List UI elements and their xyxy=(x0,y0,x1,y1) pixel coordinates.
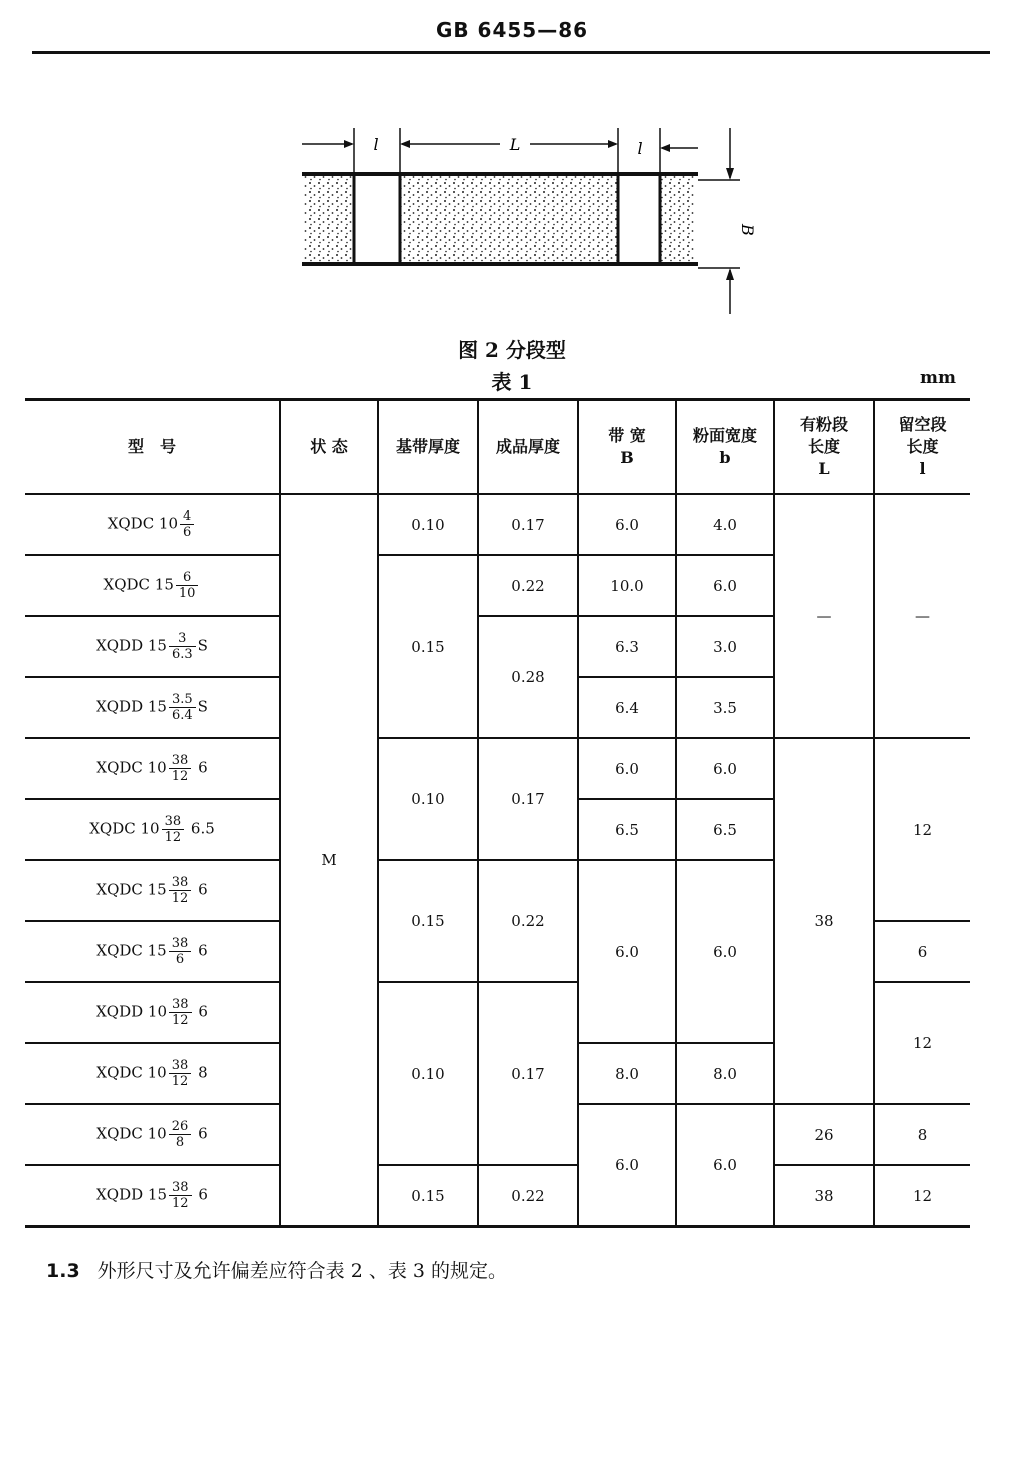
product-thickness-cell: 0.17 xyxy=(478,738,578,860)
band-width-cell: 6.4 xyxy=(578,677,676,738)
header-base-thickness: 基带厚度 xyxy=(378,400,478,495)
band-width-cell: 6.3 xyxy=(578,616,676,677)
blank-length-cell: 12 xyxy=(874,1165,970,1227)
clause-number: 1.3 xyxy=(46,1260,80,1282)
model-cell: XQDC 10 $\frac{26}{8}$ 6 xyxy=(25,1104,280,1165)
band-width-cell: 6.5 xyxy=(578,799,676,860)
blank-length-cell: 8 xyxy=(874,1104,970,1165)
product-thickness-cell: 0.17 xyxy=(478,982,578,1165)
band-width-cell: 10.0 xyxy=(578,555,676,616)
header-model: 型 号 xyxy=(25,400,280,495)
powder-width-cell: 6.0 xyxy=(676,555,774,616)
powder-length-cell: — xyxy=(774,494,874,738)
powder-width-cell: 4.0 xyxy=(676,494,774,555)
blank-length-cell: 12 xyxy=(874,982,970,1104)
base-thickness-cell: 0.10 xyxy=(378,494,478,555)
header-rule xyxy=(32,51,990,54)
clause-1-3 xyxy=(46,1256,507,1283)
model-cell: XQDD 10 $\frac{38}{12}$ 6 xyxy=(25,982,280,1043)
product-thickness-cell: 0.22 xyxy=(478,555,578,616)
product-thickness-cell: 0.22 xyxy=(478,1165,578,1227)
model-cell: XQDC 15 $\frac{38}{6}$ 6 xyxy=(25,921,280,982)
model-cell: XQDC 10 $\frac{38}{12}$ 8 xyxy=(25,1043,280,1104)
band-width-cell: 6.0 xyxy=(578,494,676,555)
powder-width-cell: 8.0 xyxy=(676,1043,774,1104)
header-state: 状 态 xyxy=(280,400,378,495)
powder-length-cell: 26 xyxy=(774,1104,874,1165)
base-thickness-cell: 0.10 xyxy=(378,738,478,860)
header-powder-length: 有粉段 长度 L xyxy=(774,400,874,495)
table-row xyxy=(25,494,970,555)
model-cell: XQDC 15 $\frac{6}{10}$ xyxy=(25,555,280,616)
header-blank-length: 留空段 长度 l xyxy=(874,400,970,495)
powder-segment-right xyxy=(660,176,696,262)
powder-width-cell: 6.0 xyxy=(676,860,774,1043)
table-row xyxy=(25,738,970,799)
header-band-width: 带 宽 B xyxy=(578,400,676,495)
powder-segment-middle xyxy=(400,176,618,262)
table-title: 表 1 xyxy=(491,370,533,394)
model-cell: XQDC 10 $\frac{38}{12}$ 6 xyxy=(25,738,280,799)
powder-length-cell: 38 xyxy=(774,738,874,1104)
dim-label-l-left: l xyxy=(373,135,379,154)
spec-table xyxy=(25,398,970,1228)
base-thickness-cell: 0.15 xyxy=(378,860,478,982)
blank-length-cell: 12 xyxy=(874,738,970,921)
standard-code: GB 6455—86 xyxy=(435,18,589,42)
dim-label-l-right: l xyxy=(637,139,643,158)
state-cell: M xyxy=(280,494,378,1227)
header-powder-width: 粉面宽度 b xyxy=(676,400,774,495)
dim-label-B: B xyxy=(738,224,757,236)
powder-length-cell: 38 xyxy=(774,1165,874,1227)
figure-caption: 图 2 分段型 xyxy=(458,338,566,362)
product-thickness-cell: 0.28 xyxy=(478,616,578,738)
blank-length-cell: 6 xyxy=(874,921,970,982)
table-row xyxy=(25,1165,970,1227)
band-width-cell: 6.0 xyxy=(578,738,676,799)
table-unit: mm xyxy=(920,368,956,388)
dim-label-L: L xyxy=(509,135,521,154)
base-thickness-cell: 0.10 xyxy=(378,982,478,1165)
powder-width-cell: 6.5 xyxy=(676,799,774,860)
band-width-cell: 8.0 xyxy=(578,1043,676,1104)
model-cell: XQDD 15 $\frac{3}{6.3}$ S xyxy=(25,616,280,677)
product-thickness-cell: 0.22 xyxy=(478,860,578,982)
powder-width-cell: 3.0 xyxy=(676,616,774,677)
blank-length-cell: — xyxy=(874,494,970,738)
model-cell: XQDC 10 $\frac{38}{12}$ 6.5 xyxy=(25,799,280,860)
clause-text: 外形尺寸及允许偏差应符合表 2 、表 3 的规定。 xyxy=(97,1260,508,1282)
powder-width-cell: 6.0 xyxy=(676,738,774,799)
model-cell: XQDD 15 $\frac{38}{12}$ 6 xyxy=(25,1165,280,1227)
base-thickness-cell: 0.15 xyxy=(378,555,478,738)
product-thickness-cell: 0.17 xyxy=(478,494,578,555)
band-width-cell: 6.0 xyxy=(578,1104,676,1227)
base-thickness-cell: 0.15 xyxy=(378,1165,478,1227)
header-product-thickness: 成品厚度 xyxy=(478,400,578,495)
powder-width-cell: 6.0 xyxy=(676,1104,774,1227)
powder-width-cell: 3.5 xyxy=(676,677,774,738)
model-cell: XQDC 10 $\frac{4}{6}$ xyxy=(25,494,280,555)
model-cell: XQDC 15 $\frac{38}{12}$ 6 xyxy=(25,860,280,921)
table-header-row xyxy=(25,400,970,495)
segmented-strip-diagram xyxy=(290,118,760,328)
model-cell: XQDD 15 $\frac{3.5}{6.4}$ S xyxy=(25,677,280,738)
band-width-cell: 6.0 xyxy=(578,860,676,1043)
powder-segment-left xyxy=(304,176,354,262)
